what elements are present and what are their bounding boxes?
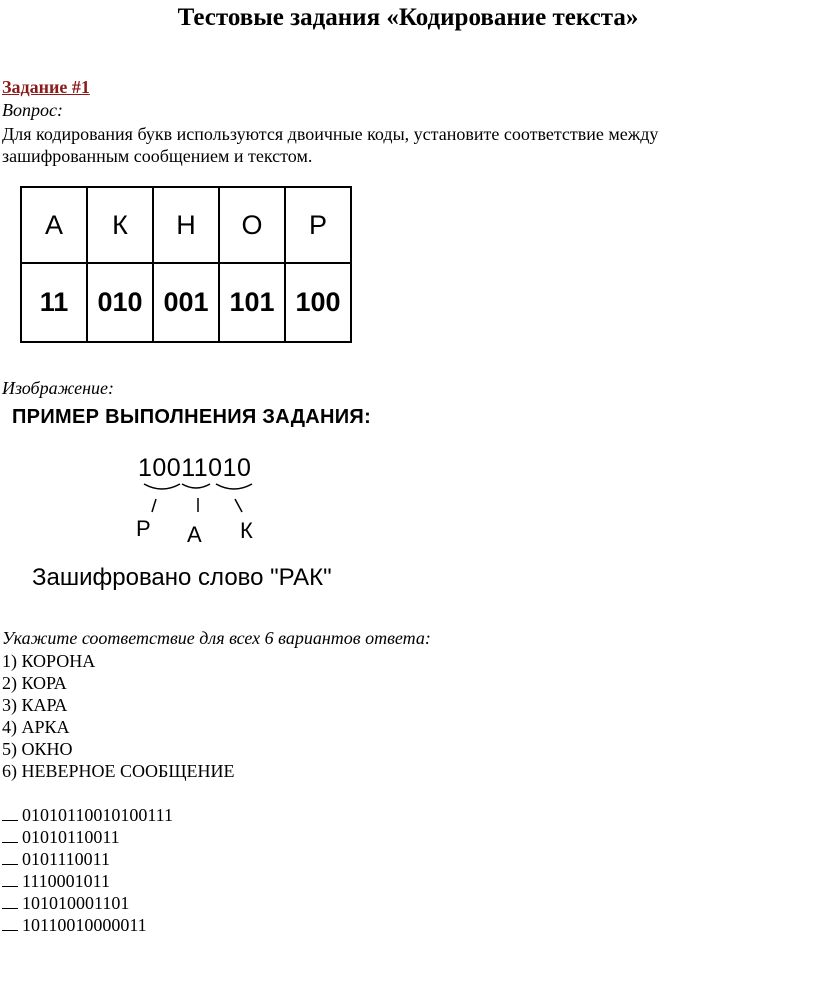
task-heading: Задание #1 <box>2 77 90 97</box>
code-text: 01010110011 <box>22 827 120 847</box>
letter-cell: Р <box>285 187 351 263</box>
example-image <box>10 404 430 614</box>
code-item <box>2 870 173 892</box>
letter-cell: К <box>87 187 153 263</box>
code-item <box>2 914 173 936</box>
option-item: 6) НЕВЕРНОЕ СООБЩЕНИЕ <box>2 761 235 781</box>
option-item: 5) ОКНО <box>2 739 73 759</box>
answer-blank[interactable] <box>2 828 18 843</box>
answers-intro: Укажите соответствие для всех 6 вариантов ответа: <box>2 628 431 648</box>
letter-cell: О <box>219 187 285 263</box>
example-result: Зашифровано слово "РАК" <box>32 564 332 591</box>
example-brackets <box>10 404 430 564</box>
question-label: Вопрос: <box>2 100 63 120</box>
code-table <box>20 186 352 343</box>
example-letter: Р <box>136 516 151 541</box>
code-text: 0101110011 <box>22 849 110 869</box>
option-item: 4) АРКА <box>2 717 70 737</box>
example-letter: К <box>240 518 253 543</box>
example-letter: А <box>187 522 202 547</box>
answer-blank[interactable] <box>2 894 18 909</box>
code-item <box>2 848 173 870</box>
answer-blank[interactable] <box>2 850 18 865</box>
example-heading: ПРИМЕР ВЫПОЛНЕНИЯ ЗАДАНИЯ: <box>12 406 372 428</box>
code-item <box>2 804 173 826</box>
bracket-k <box>216 484 252 489</box>
options-list <box>2 650 234 782</box>
code-text: 101010001101 <box>22 893 130 913</box>
option-item: 2) КОРА <box>2 673 67 693</box>
codes-list <box>2 804 173 936</box>
answer-blank[interactable] <box>2 916 18 931</box>
letter-cell: Н <box>153 187 219 263</box>
pointer-r <box>152 499 156 512</box>
letter-cell: А <box>21 187 87 263</box>
code-item <box>2 892 173 914</box>
code-text: 10110010000011 <box>22 915 147 935</box>
code-cell: 100 <box>285 263 351 342</box>
example-code: 10011010 <box>138 454 252 482</box>
code-cell: 11 <box>21 263 87 342</box>
code-cell: 001 <box>153 263 219 342</box>
pointer-k <box>235 499 242 512</box>
code-text: 1110001011 <box>22 871 110 891</box>
code-cell: 010 <box>87 263 153 342</box>
code-text: 01010110010100111 <box>22 805 173 825</box>
bracket-a <box>182 484 210 488</box>
option-item: 3) КАРА <box>2 695 68 715</box>
question-text: Для кодирования букв используются двоичные коды, установите соответствие между зашифрованным сообщением и текстом. <box>2 124 659 166</box>
answer-blank[interactable] <box>2 806 18 821</box>
option-item: 1) КОРОНА <box>2 651 96 671</box>
code-item <box>2 826 173 848</box>
page-title: Тестовые задания «Кодирование текста» <box>177 4 639 31</box>
code-cell: 101 <box>219 263 285 342</box>
answer-blank[interactable] <box>2 872 18 887</box>
bracket-r <box>144 484 180 489</box>
letters-row <box>21 187 351 263</box>
image-label: Изображение: <box>2 378 115 398</box>
codes-row <box>21 263 351 342</box>
